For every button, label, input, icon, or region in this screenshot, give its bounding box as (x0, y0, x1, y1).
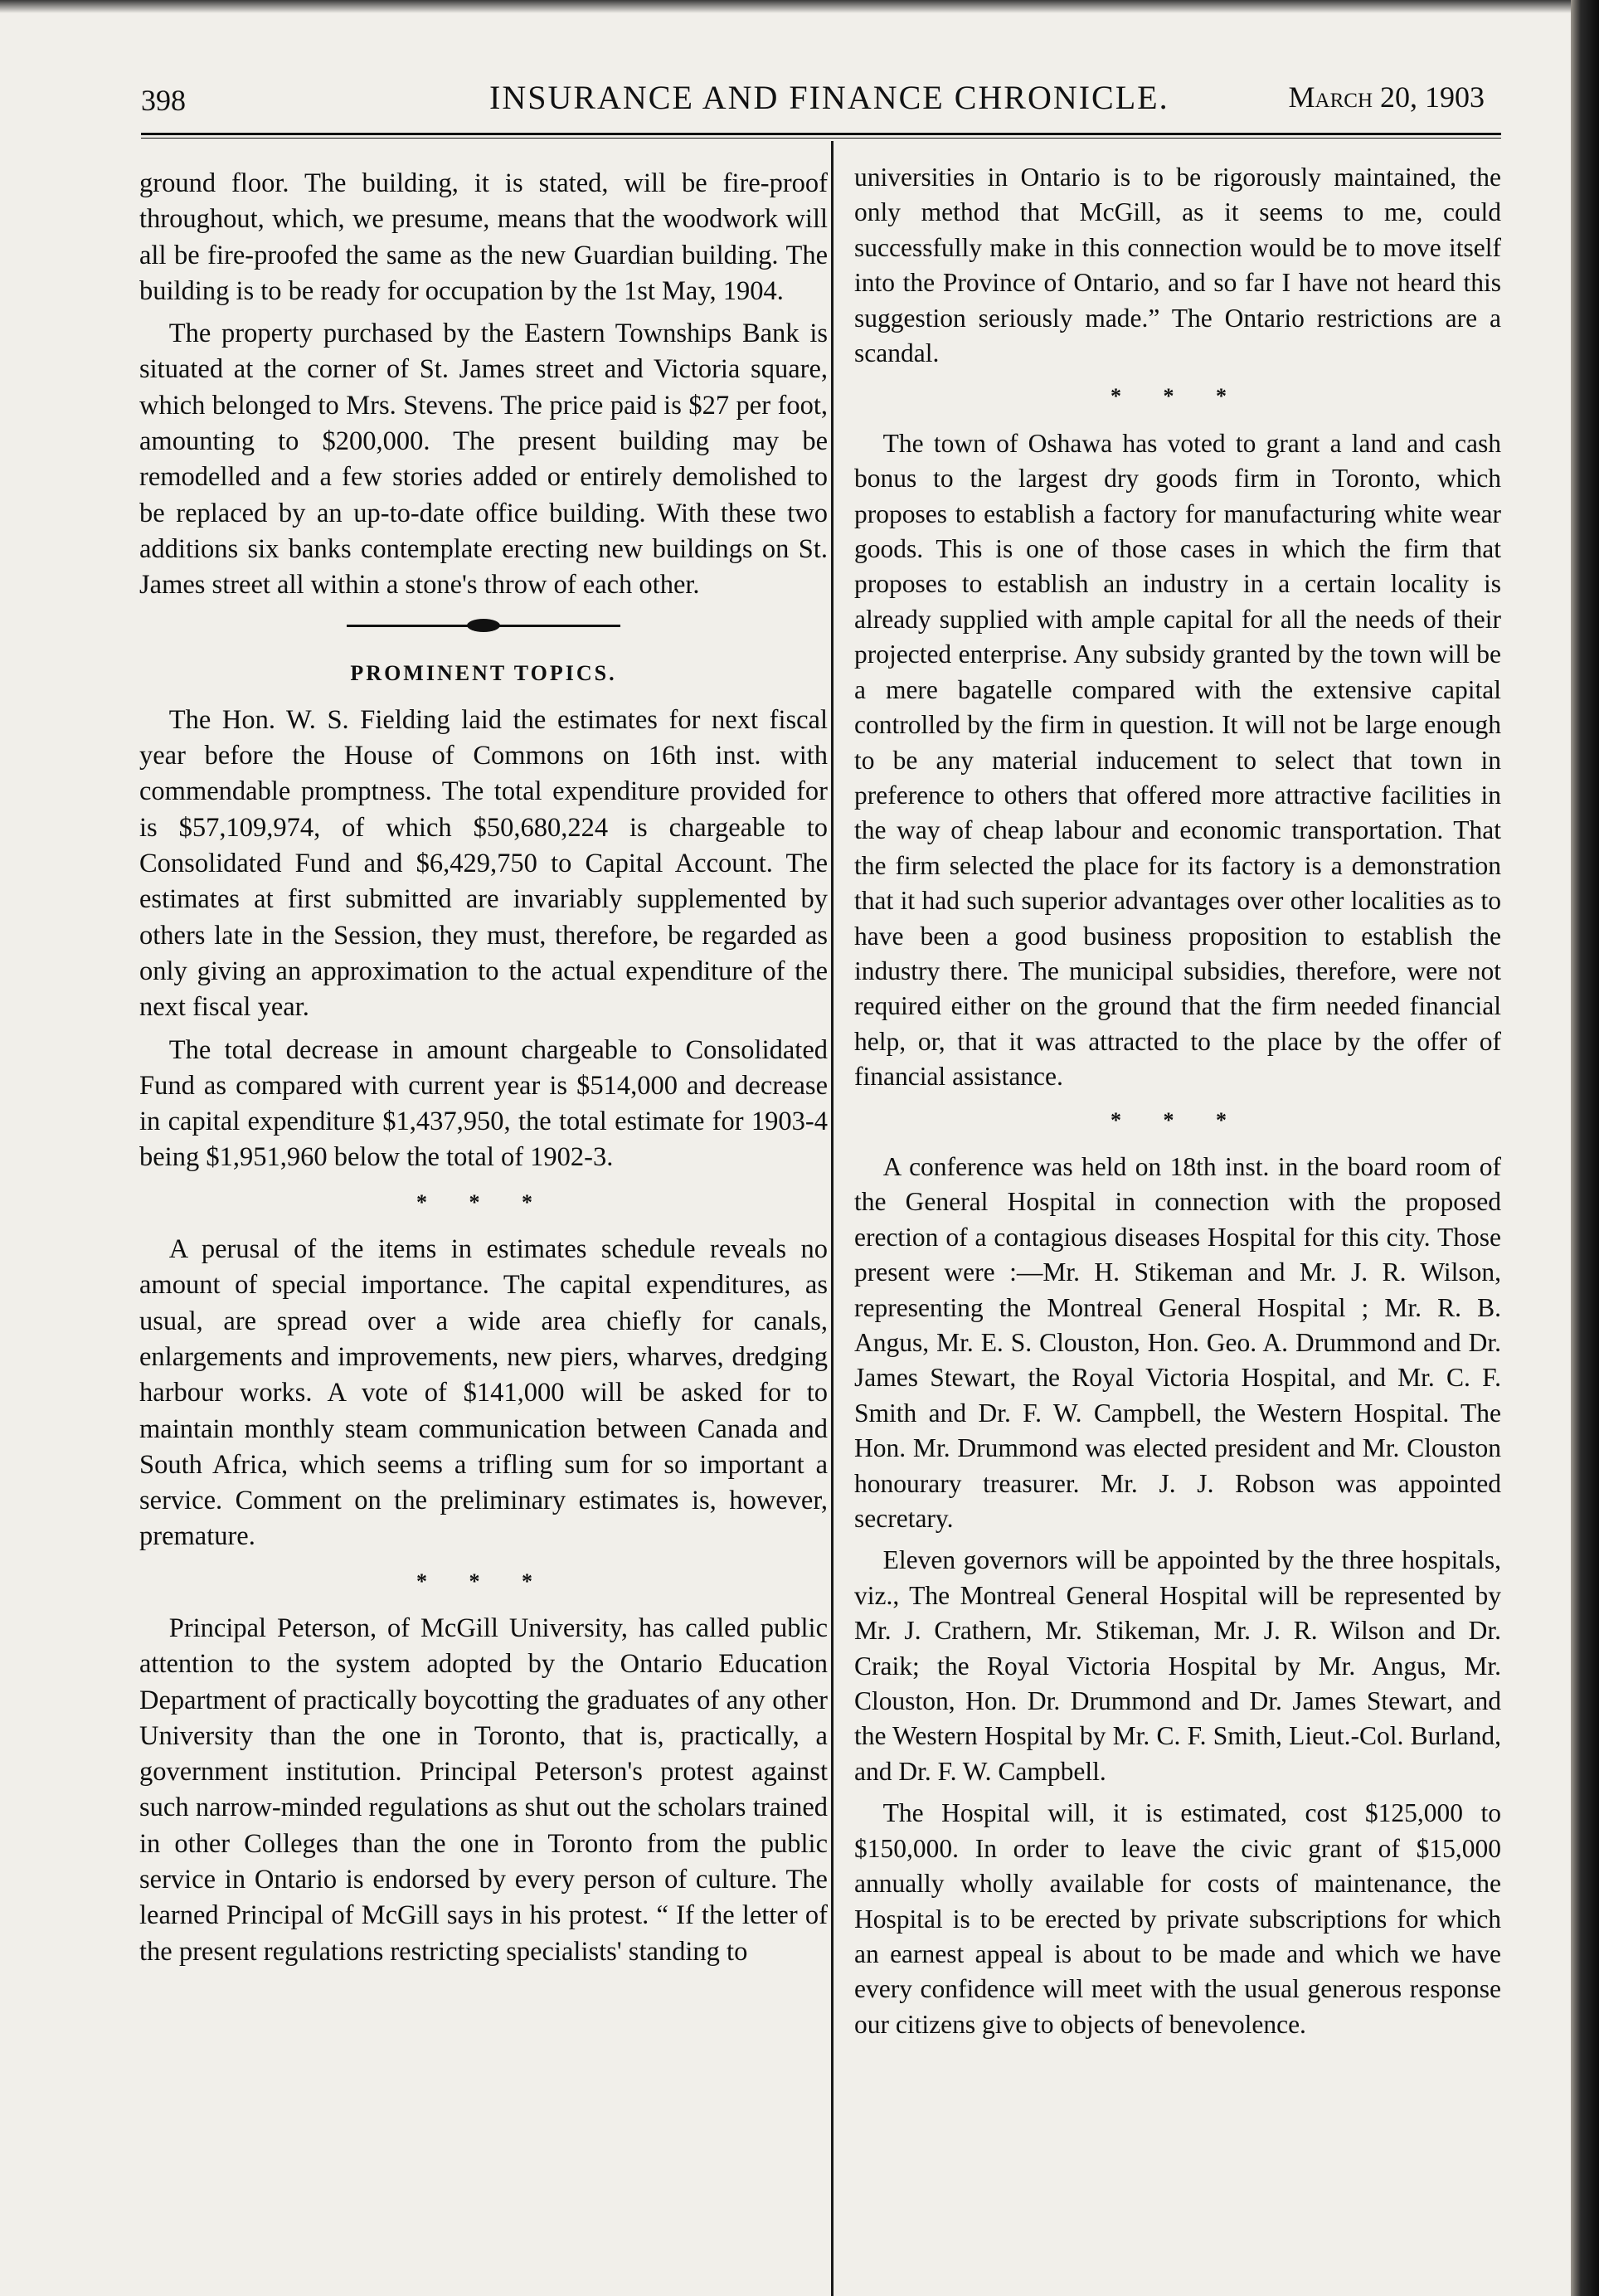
article-paragraph: The property purchased by the Eastern Townships Bank is situated at the corner of St. James street and Victoria square, which belonged to Mrs. Stevens. The price paid is $27 per foot, amounting to $200,000. The present building may be remodelled and a few stories added or entirely demolished to be replaced by an up-to-date office building. With these two additions six banks contemplate erecting new buildings on St. James street all within a stone's throw of each other. (139, 319, 828, 601)
article-paragraph: ground floor. The building, it is stated, will be fire-proof throughout, which, we presume, means that the woodwork will all be fire-proofed the same as the new Guardian building. The building is to be ready for occupation by the 1st May, 1904. (139, 168, 828, 306)
topic-paragraph: The town of Oshawa has voted to grant a land and cash bonus to the largest dry goods firm in Toronto, which proposes to establish a factory for manufacturing white wear goods. This is one of those cases in which the firm that proposes to establish an industry in a certain locality is already supplied with ample capital for all the needs of their projected enterprise. Any subsidy granted by the town will be a mere bagatelle compared with the extensive capital controlled by the firm in question. It will not be large enough to be any material inducement to select that town in preference to others that offered more attractive facilities in the way of cheap labour and economic transportation. That the firm selected the place for its factory is a demonstration that it had such superior advantages over other localities as to have been a good business proposition to establish the industry there. The municipal subsidies, therefore, were not required either on the ground that the firm needed financial help, or, that it was attracted to the place by the offer of financial assistance. (854, 428, 1501, 1092)
section-ornament (347, 620, 620, 632)
ornament-center (467, 619, 500, 632)
topic-paragraph: Eleven governors will be appointed by the three hospitals, viz., The Montreal General Hospital will be represented by Mr. J. Crathern, Mr. Stikeman, Mr. J. R. Wilson and Dr. Craik; the Royal Victoria Hospital by Mr. Angus, Mr. Clouston, Hon. Dr. Drummond and Dr. James Stewart, and the Western Hospital by Mr. C. F. Smith, Lieut.-Col. Burland, and Dr. F. W. Campbell. (854, 1545, 1501, 1786)
topic-paragraph: universities in Ontario is to be rigorously maintained, the only method that McGill, as it seems to me, could successfully make in this connection would be to move itself into the Province of Ontario, and so far I have not heard this suggestion seriously made.” The Ontario restrictions are a scandal. (854, 163, 1501, 368)
topic-separator: * * * (416, 1189, 551, 1214)
scan-edge (1571, 0, 1599, 2296)
topic-paragraph: Principal Peterson, of McGill University, has called public attention to the system adopted by the Ontario Education Department of practically boycotting the graduates of any other University than the one in Toronto, that is, practically, a government institution. Principal Peterson's protest against such narrow-minded regulations as shut out the scholars trained in other Colleges than the one in Toronto from the public service in Ontario is endorsed by every person of culture. The learned Principal of McGill says in his protest. “ If the letter of the present regulations restricting specialists' standing to (139, 1613, 828, 1967)
topic-paragraph: A perusal of the items in estimates schedule reveals no amount of special importance. The capital expenditures, as usual, are spread over a wide area chiefly for canals, enlargements and improvements, new piers, wharves, dredging harbour works. A vote of $141,000 will be asked for to maintain monthly steam communication between Canada and South Africa, which seems a trifling sum for so important a service. Comment on the preliminary estimates is, however, premature. (139, 1234, 828, 1552)
page-header (141, 76, 1501, 126)
issue-date: March 20, 1903 (1288, 80, 1485, 114)
header-rule (141, 133, 1501, 139)
topic-separator: * * * (1111, 384, 1245, 409)
publication-title: INSURANCE AND FINANCE CHRONICLE. (489, 79, 1169, 116)
topic-separator: * * * (1111, 1107, 1245, 1132)
topic-paragraph: The Hospital will, it is estimated, cost $125,000 to $150,000. In order to leave the civic grant of $15,000 annually wholly available for costs of maintenance, the Hospital is to be erected by private subscriptions for which an earnest appeal is about to be made and which we have every confidence will meet with the usual generous response our citizens give to objects of benevolence. (854, 1798, 1501, 2039)
topic-paragraph: A conference was held on 18th inst. in the board room of the General Hospital in connection with the proposed erection of a contagious diseases Hospital for this city. Those present were :—Mr. H. Stikeman and Mr. J. R. Wilson, representing the Montreal General Hospital ; Mr. R. B. Angus, Mr. E. S. Clouston, Hon. Geo. A. Drummond and Dr. James Stewart, the Royal Victoria Hospital, and Mr. C. F. Smith and Dr. F. W. Campbell, the Western Hospital. The Hon. Mr. Drummond was elected president and Mr. Clouston honourary treasurer. Mr. J. J. Robson was appointed secretary. (854, 1151, 1501, 1534)
right-column (854, 160, 1501, 2042)
section-heading: PROMINENT TOPICS. (350, 660, 617, 685)
scan-top-shadow (0, 0, 1576, 13)
topic-paragraph: The total decrease in amount chargeable to Consolidated Fund as compared with current year is $514,000 and decrease in capital expenditure $1,437,950, the total estimate for 1903-4 being $1,951,960 below the total of 1902-3. (139, 1034, 828, 1173)
page-number: 398 (141, 84, 186, 117)
column-divider (831, 141, 834, 2296)
topic-separator: * * * (416, 1569, 551, 1593)
topic-paragraph: The Hon. W. S. Fielding laid the estimates for next fiscal year before the House of Commons on 16th inst. with commendable promptness. The total expenditure provided for is $57,109,974, of which $50,680,224 is chargeable to Consolidated Fund and $6,429,750 to Capital Account. The estimates at first submitted are invariably supplemented by others late in the Session, they must, therefore, be regarded as only giving an approximation to the actual expenditure of the next fiscal year. (139, 704, 828, 1023)
left-column (139, 166, 828, 1970)
